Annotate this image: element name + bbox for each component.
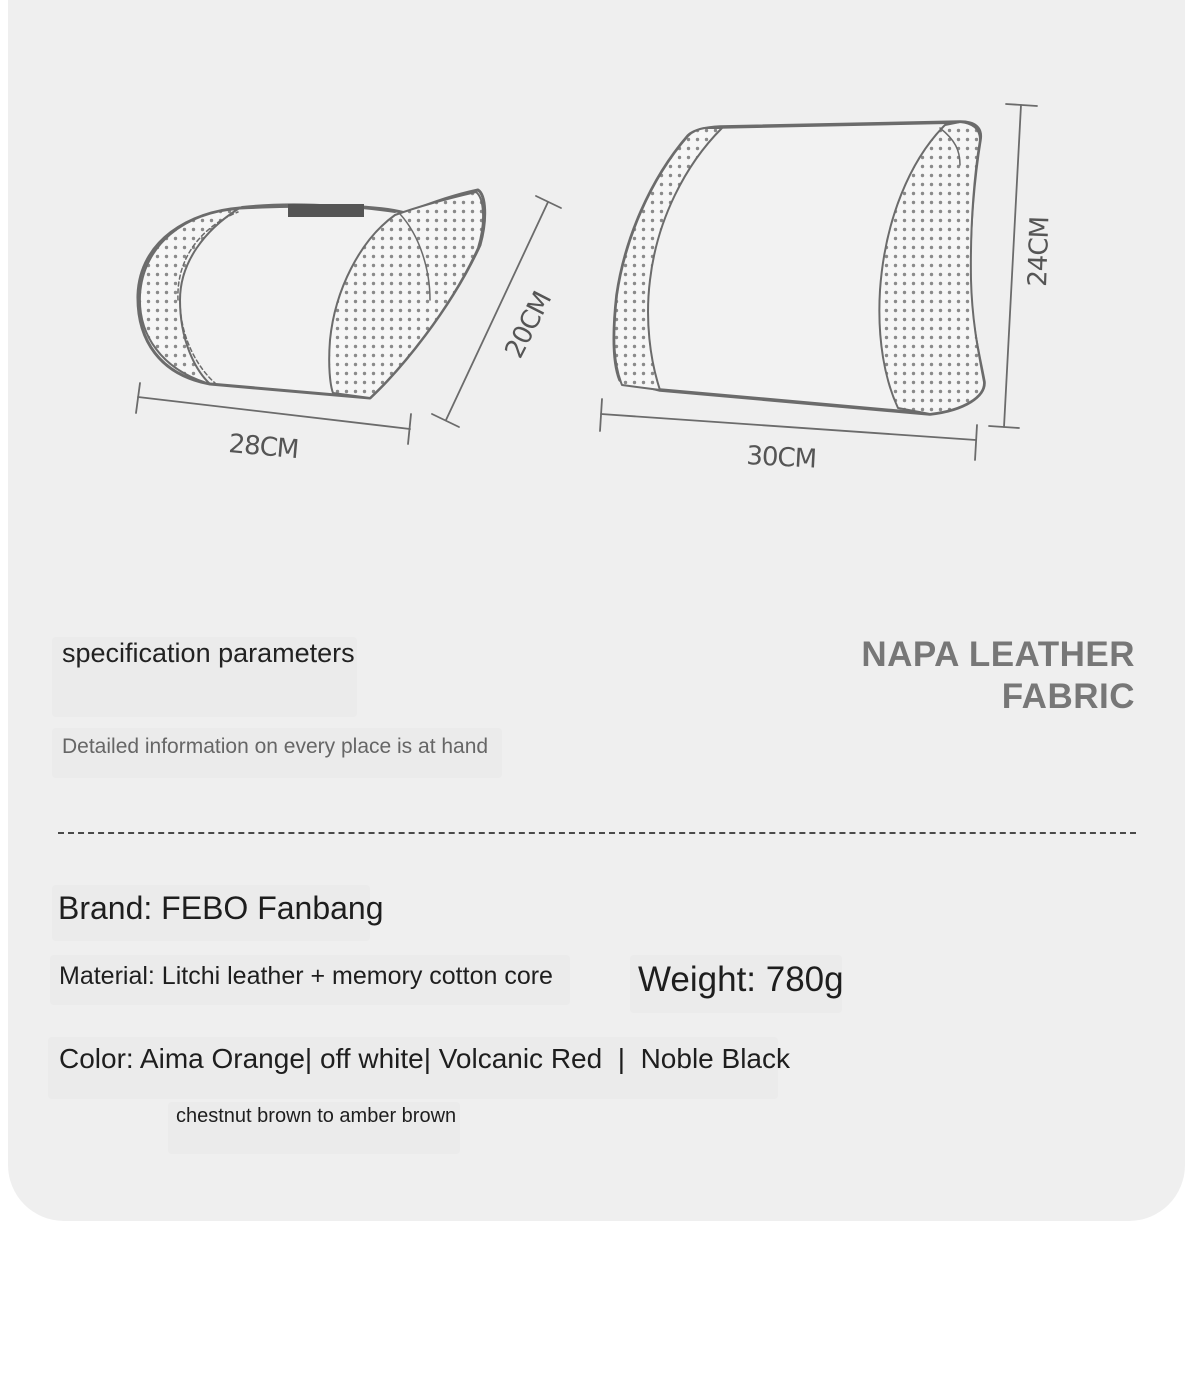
large-pillow-illustration (614, 122, 984, 414)
large-height-label: 24CM (1023, 216, 1056, 288)
weight-text: Weight: 780g (638, 960, 844, 999)
color-text: Color: Aima Orange| off white| Volcanic Red | Noble Black (59, 1043, 790, 1074)
dashed-divider (58, 832, 1136, 834)
spec-heading: specification parameters (62, 638, 355, 668)
large-width-label: 30CM (745, 441, 817, 475)
brand-text: Brand: FEBO Fanbang (58, 890, 384, 926)
small-height-label: 20CM (499, 287, 558, 364)
large-height-line (1004, 105, 1021, 427)
pillow-size-diagram (0, 0, 1200, 600)
fabric-label (861, 634, 1135, 718)
fabric-label-line1: NAPA LEATHER (861, 635, 1135, 674)
small-pillow-illustration (138, 190, 485, 398)
material-text: Material: Litchi leather + memory cotton core (59, 962, 553, 990)
spec-subheading: Detailed information on every place is at hand (62, 735, 489, 758)
color-extra-text: chestnut brown to amber brown (176, 1105, 457, 1127)
small-width-label: 28CM (227, 429, 300, 466)
small-width-line (138, 397, 410, 429)
fabric-label-line2: FABRIC (1001, 677, 1135, 716)
large-width-line (601, 414, 976, 440)
